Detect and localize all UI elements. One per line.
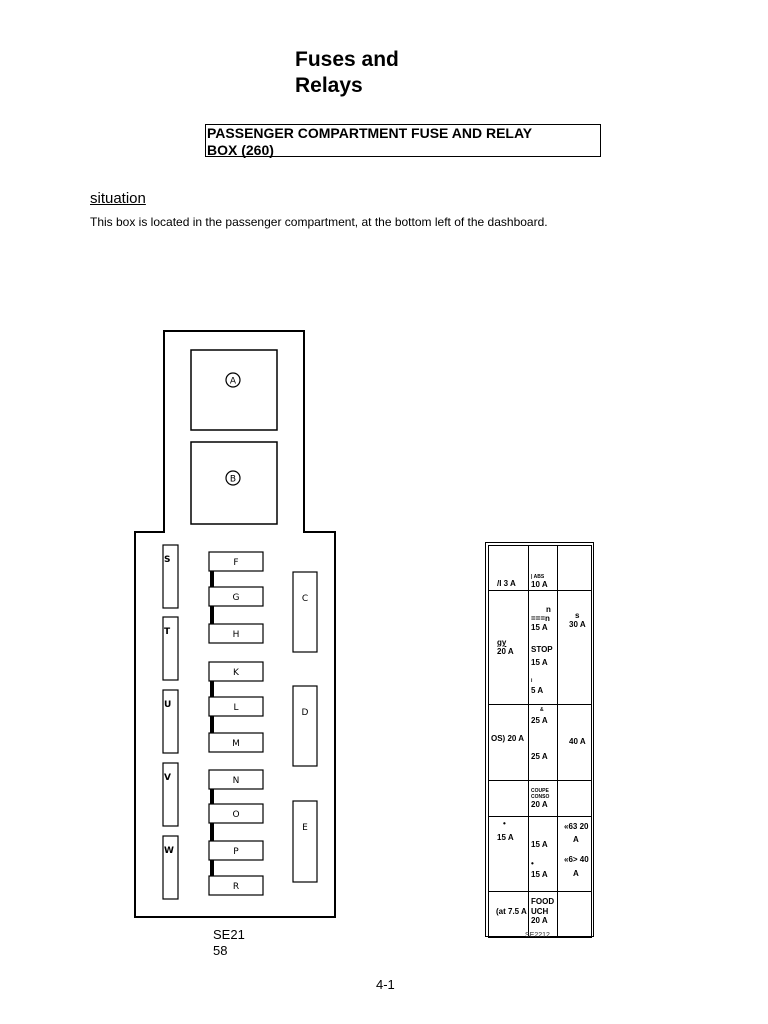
cell-r2-i: i xyxy=(531,678,533,684)
cell-r1-b-small: | ABS xyxy=(531,574,545,580)
cell-r5-b1: 15 A xyxy=(531,840,548,849)
cell-r2-b1: 15 A xyxy=(531,623,548,632)
fuse-s-label: S xyxy=(164,555,171,565)
fuse-k-label: K xyxy=(233,668,239,678)
cell-r2-gy: gy xyxy=(497,638,507,647)
fuse-p-label: P xyxy=(233,847,239,857)
fuse-r-label: R xyxy=(232,882,240,892)
cell-r4-small1: COUPE xyxy=(531,788,549,794)
cell-r2-a: 20 A xyxy=(497,647,514,656)
cell-r2-b3: 5 A xyxy=(531,686,544,695)
cell-r5-c2: «6> 40 xyxy=(564,855,589,864)
box-heading xyxy=(205,124,601,157)
fuse-allocation-table xyxy=(485,540,595,938)
block-e-label: E xyxy=(302,823,308,833)
page-number: 4-1 xyxy=(376,977,395,992)
center-fuse-column xyxy=(209,552,263,895)
box-heading-line1: PASSENGER COMPARTMENT FUSE AND RELAY xyxy=(207,125,533,141)
relay-a-box xyxy=(191,350,277,430)
cell-r2-c: 30 A xyxy=(569,620,586,629)
block-d xyxy=(293,686,317,766)
fuse-separator-ticks xyxy=(210,571,214,876)
fuse-l-label: L xyxy=(233,703,239,713)
fuse-o-label: O xyxy=(232,810,240,820)
fuse-u-label: U xyxy=(164,700,172,710)
block-d-label: D xyxy=(301,708,309,718)
cell-r6-food: FOOD xyxy=(531,897,555,906)
page-title-line1: Fuses and xyxy=(295,48,399,71)
page-title xyxy=(295,47,495,99)
fuse-v-label: V xyxy=(164,773,171,783)
cell-r3-c: 40 A xyxy=(569,737,586,746)
diagram-code-line1: SE21 xyxy=(213,927,245,942)
fuse-w-label: W xyxy=(164,846,174,856)
cell-r4-b: 20 A xyxy=(531,800,548,809)
fuse-f-label: F xyxy=(233,558,239,568)
diagram-code-line2: 58 xyxy=(213,943,228,958)
cell-r5-c1b: A xyxy=(573,835,579,844)
cell-r1-b: 10 A xyxy=(531,580,548,589)
cell-r2-s: s xyxy=(575,611,580,620)
cell-r6-uch: UCH xyxy=(531,907,549,916)
cell-r3-b2: 25 A xyxy=(531,752,548,761)
relay-b-label: B xyxy=(229,474,237,485)
page-title-line2: Relays xyxy=(295,74,363,97)
cell-r1-a: /I 3 A xyxy=(497,579,516,588)
relay-a-label: A xyxy=(229,376,237,387)
left-fuse-column xyxy=(163,545,178,899)
cell-r5-c2b: A xyxy=(573,869,579,878)
block-c xyxy=(293,572,317,652)
right-block-column xyxy=(293,572,317,882)
cell-r3-b1: 25 A xyxy=(531,716,548,725)
cell-r3-a: OS) 20 A xyxy=(491,734,525,743)
fuse-h-label: H xyxy=(232,630,240,640)
table-code: SE2212 xyxy=(525,932,550,939)
fuse-m-label: M xyxy=(232,739,240,749)
cell-r2-eq: ===n xyxy=(531,614,550,623)
cell-r2-n: n xyxy=(546,605,551,614)
section-text: This box is located in the passenger compartment, at the bottom left of the dashboard. xyxy=(90,215,548,229)
box-heading-line2: BOX (260) xyxy=(207,142,274,158)
block-e xyxy=(293,801,317,882)
cell-r5-c1: «63 20 xyxy=(564,822,589,831)
cell-r5-dot: • xyxy=(503,819,506,828)
diagram-code xyxy=(213,927,245,959)
fuse-n-label: N xyxy=(232,776,240,786)
cell-r4-small2: CONSO xyxy=(531,794,550,800)
cell-r3-amp: & xyxy=(540,707,544,713)
cell-r2-stop: STOP xyxy=(531,645,553,654)
block-c-label: C xyxy=(301,594,309,604)
cell-r5-dot2: • xyxy=(531,859,534,868)
fuse-g-label: G xyxy=(232,593,240,603)
fuse-box-diagram xyxy=(130,325,352,925)
cell-r6-b: 20 A xyxy=(531,916,548,925)
section-heading: situation xyxy=(90,190,146,207)
fuse-t-label: T xyxy=(164,627,171,637)
cell-r5-a: 15 A xyxy=(497,833,514,842)
cell-r5-b2: 15 A xyxy=(531,870,548,879)
cell-r2-b2: 15 A xyxy=(531,658,548,667)
cell-r6-a: (at 7.5 A xyxy=(496,907,527,916)
